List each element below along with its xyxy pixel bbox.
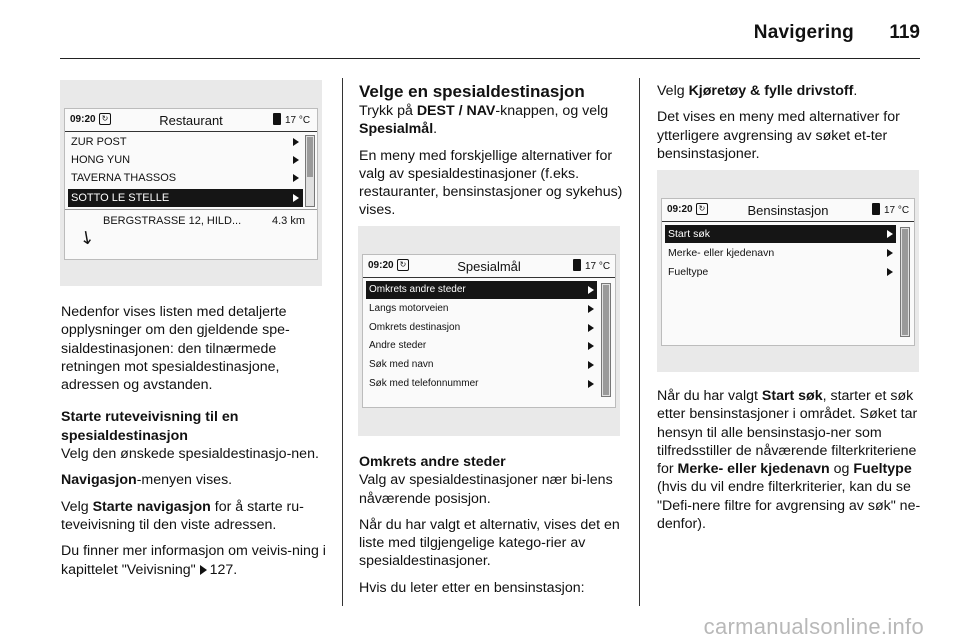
list-item-selected[interactable]: Start søk (665, 225, 896, 243)
chevron-right-icon (887, 230, 893, 238)
chevron-right-icon (588, 324, 594, 332)
chevron-right-icon (887, 268, 893, 276)
screen-status-bar (65, 109, 317, 132)
bensinstasjon-screenshot (657, 170, 919, 372)
screen-title: Spesialmål (457, 259, 521, 274)
column-1-text (61, 303, 327, 587)
scrollbar[interactable] (601, 283, 611, 397)
subheading: Starte ruteveivisning til en spesialdestinasjon (61, 409, 239, 444)
list-item[interactable]: Omkrets destinasjon (366, 319, 597, 337)
chevron-right-icon (293, 138, 299, 146)
chevron-right-icon (887, 249, 893, 257)
scrollbar[interactable] (900, 227, 910, 337)
screen-time: 09:20 (667, 204, 693, 215)
paragraph: Velg Kjøretøy & fylle drivstoff. (657, 83, 858, 99)
subheading: Omkrets andre steder (359, 454, 506, 470)
chevron-right-icon (588, 361, 594, 369)
screen-title: Restaurant (159, 113, 223, 128)
list-item[interactable]: ZUR POST (68, 133, 303, 151)
chevron-right-icon (588, 380, 594, 388)
screen-time: 09:20 (70, 114, 96, 125)
column-2-text-bottom (359, 453, 625, 605)
paragraph: Velg den ønskede spesialdestinasjo-nen. (61, 446, 319, 463)
paragraph: Du finner mer informasjon om veivis-ning i kapittelet "Veivisning" 127. (61, 543, 326, 578)
list-item[interactable]: Andre steder (366, 337, 597, 355)
restaurant-screen (64, 108, 318, 260)
screen-time: 09:20 (368, 260, 394, 271)
list-item[interactable]: Fueltype (665, 263, 896, 281)
chevron-right-icon (293, 174, 299, 182)
clock-icon: ↻ (696, 203, 708, 215)
thermometer-icon (573, 259, 581, 271)
spesialmal-screenshot (358, 226, 620, 436)
scrollbar-thumb[interactable] (307, 137, 313, 177)
column-divider-1 (342, 78, 343, 606)
list-item[interactable]: TAVERNA THASSOS (68, 169, 303, 187)
direction-arrow-icon: ↘ (74, 224, 99, 250)
clock-icon: ↻ (99, 113, 111, 125)
list-item[interactable]: Søk med navn (366, 356, 597, 374)
chevron-right-icon (588, 342, 594, 350)
column-2-text-top (359, 82, 625, 228)
paragraph: Velg Starte navigasjon for å starte ru-teveivisning til den viste adressen. (61, 498, 304, 533)
screen-status-bar (363, 255, 615, 278)
chevron-right-icon (588, 286, 594, 294)
screen-status-bar (662, 199, 914, 222)
paragraph: Trykk på DEST / NAV-knappen, og velg Spesialmål. (359, 103, 609, 138)
screen-temperature: 17 °C (585, 261, 611, 272)
screen-title: Bensinstasjon (747, 203, 829, 218)
paragraph: Når du har valgt et alternativ, vises det en liste med tilgjengelige katego-rier av spesialdestinasjoner. (359, 516, 620, 570)
column-3-text-bottom (657, 387, 925, 541)
section-title: Velge en spesialdestinasjon (359, 82, 585, 101)
screen-temperature: 17 °C (285, 115, 311, 126)
column-divider-2 (639, 78, 640, 606)
paragraph: Det vises en meny med alternativer for ytterligere avgrensing av søket et-ter bensinstasjoner. (657, 109, 900, 162)
paragraph: En meny med forskjellige alternativer for valg av spesialdestinasjoner (f.eks. restauranter, bensinstasjoner og sykehus) vises. (359, 147, 623, 219)
scrollbar-thumb[interactable] (603, 285, 609, 395)
spesialmal-screen (362, 254, 616, 408)
list-item[interactable]: Søk med telefonnummer (366, 375, 597, 393)
list-item[interactable]: Langs motorveien (366, 300, 597, 318)
list-item-selected[interactable]: Omkrets andre steder (366, 281, 597, 299)
scrollbar-thumb[interactable] (902, 229, 908, 335)
column-3-text-top (657, 82, 923, 171)
thermometer-icon (273, 113, 281, 125)
paragraph: Valg av spesialdestinasjoner nær bi-lens nåværende posisjon. (359, 472, 613, 507)
header-rule (60, 58, 920, 59)
bensinstasjon-screen (661, 198, 915, 346)
clock-icon: ↻ (397, 259, 409, 271)
list-item[interactable]: Merke- eller kjedenavn (665, 244, 896, 262)
chevron-right-icon (293, 194, 299, 202)
restaurant-screenshot (60, 80, 322, 286)
page-title: Navigering (753, 22, 854, 43)
poi-address: BERGSTRASSE 12, HILD... (103, 215, 242, 227)
screen-temperature: 17 °C (884, 205, 910, 216)
paragraph: Nedenfor vises listen med detaljerte opplysninger om den gjeldende spe-sialdestinasjonen: den tilnærmede retningen mot spesialdestinasjone, adressen og avstanden. (61, 304, 290, 394)
page-header (0, 0, 960, 60)
page-number: 119 (889, 22, 920, 43)
page-reference-icon[interactable] (200, 565, 207, 575)
thermometer-icon (872, 203, 880, 215)
paragraph: Hvis du leter etter en bensinstasjon: (359, 579, 585, 596)
list-item-selected[interactable]: SOTTO LE STELLE (68, 189, 303, 207)
page-reference[interactable]: 127. (209, 561, 238, 578)
watermark: carmanualsonline.info (703, 614, 924, 639)
chevron-right-icon (588, 305, 594, 313)
paragraph: Når du har valgt Start søk, starter et søk etter bensinstasjoner i området. Søket tar hensyn til alle bensinstasjo-ner som tilfredsstiller de nåværende filterkriteriene for Merke- eller kjedenavn og Fueltype (hvis du vil endre filterkriterier, kan du se "Defi-nere filtre for avgrensing av søk" ne-denfor). (657, 388, 921, 533)
chevron-right-icon (293, 156, 299, 164)
paragraph: Navigasjon-menyen vises. (61, 472, 233, 489)
list-item[interactable]: HONG YUN (68, 151, 303, 169)
poi-distance: 4.3 km (272, 215, 306, 227)
scrollbar[interactable] (305, 135, 315, 207)
